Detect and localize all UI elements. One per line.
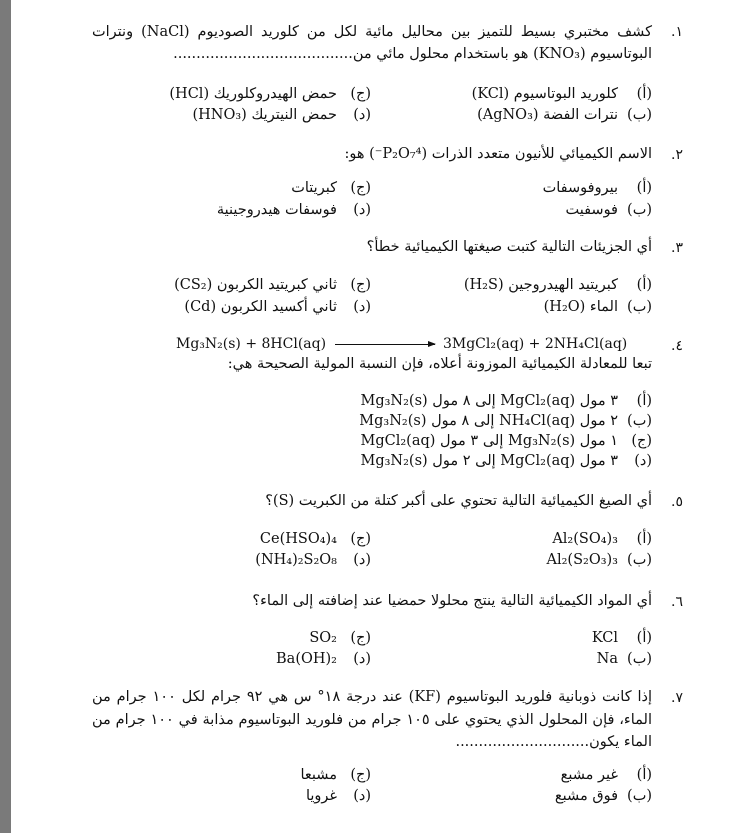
question-number: .٢ (671, 147, 683, 163)
option-d[interactable]: (د)غرويا (305, 788, 371, 804)
option-a[interactable]: (أ)KCl (591, 630, 652, 646)
option-a[interactable]: (أ)٣ مول MgCl₂(aq) إلى ٨ مول Mg₃N₂(s) (360, 393, 652, 409)
question-number: .٦ (671, 594, 683, 610)
option-d[interactable]: (د)(NH₄)₂S₂O₈ (255, 552, 371, 568)
question-stem: تبعا للمعادلة الكيميائية الموزونة أعلاه، فإن النسبة المولية الصحيحة هي: (227, 356, 652, 372)
option-c[interactable]: (ج)حمض الهيدروكلوريك (HCl) (169, 86, 371, 102)
question-number: .١ (671, 24, 683, 40)
question-stem: أي الجزيئات التالية كتبت صيغتها الكيميائية خطأ؟ (366, 239, 652, 255)
exam-page (11, 0, 749, 833)
option-d[interactable]: (د)فوسفات هيدروجينية (216, 202, 371, 218)
option-a[interactable]: (أ)كلوريد البوتاسيوم (KCl) (471, 86, 652, 102)
question-number: .٧ (671, 690, 683, 706)
option-b[interactable]: (ب)Al₂(S₂O₃)₃ (546, 552, 652, 568)
question-number: .٣ (671, 240, 683, 256)
question-stem: إذا كانت ذوبانية فلوريد البوتاسيوم (KF) عند درجة ١٨° س هي ٩٢ جرام لكل ١٠٠ جرام من الماء، فإن المحلول الذي يحتوي على ١٠٥ جرام من فلوريد البوتاسيوم مذابة في ١٠٠ جرام من الماء يكون............................. (92, 689, 653, 750)
option-b[interactable]: (ب)فوسفيت (565, 202, 652, 218)
option-d[interactable]: (د)ثاني أكسيد الكربون (Cd) (184, 299, 371, 315)
option-c[interactable]: (ج)Ce(HSO₄)₄ (259, 531, 371, 547)
question-stem: أي الصيغ الكيميائية التالية تحتوي على أكبر كتلة من الكبريت (S)؟ (265, 493, 652, 509)
option-c[interactable]: (ج)كبريتات (291, 180, 371, 196)
option-a[interactable]: (أ)بيروفوسفات (542, 180, 652, 196)
option-a[interactable]: (أ)غير مشبع (560, 767, 652, 783)
question-stem: كشف مختبري بسيط للتميز بين محاليل مائية لكل من كلوريد الصوديوم (NaCl) ونترات البوتاسيوم (KNO₃) هو باستخدام محلول مائي من....................................... (92, 24, 653, 62)
option-b[interactable]: (ب)نترات الفضة (AgNO₃) (477, 107, 652, 123)
left-margin-bar (0, 0, 11, 833)
chemical-equation (176, 336, 627, 352)
option-c[interactable]: (ج)ثاني كبريتيد الكربون (CS₂) (174, 277, 371, 293)
equation-products: 3MgCl₂(aq) + 2NH₄Cl(aq) (442, 336, 628, 352)
equation-reactants: Mg₃N₂(s) + 8HCl(aq) (176, 336, 327, 352)
option-c[interactable]: (ج)١ مول Mg₃N₂(s) إلى ٣ مول MgCl₂(aq) (360, 433, 652, 449)
option-a[interactable]: (أ)Al₂(SO₄)₃ (552, 531, 652, 547)
option-b[interactable]: (ب)فوق مشبع (554, 788, 652, 804)
option-b[interactable]: (ب)Na (596, 651, 652, 667)
option-a[interactable]: (أ)كبريتيد الهيدروجين (H₂S) (463, 277, 652, 293)
option-c[interactable]: (ج)SO₂ (309, 630, 371, 646)
option-b[interactable]: (ب)الماء (H₂O) (543, 299, 652, 315)
question-stem: أي المواد الكيميائية التالية ينتج محلولا حمضيا عند إضافته إلى الماء؟ (252, 593, 652, 609)
question-stem: الاسم الكيميائي للأنيون متعدد الذرات (P₂O₇⁴⁻) هو: (344, 146, 652, 162)
option-d[interactable]: (د)Ba(OH)₂ (276, 651, 371, 667)
question-number: .٥ (671, 494, 683, 510)
option-d[interactable]: (د)٣ مول MgCl₂(aq) إلى ٢ مول Mg₃N₂(s) (360, 453, 652, 469)
reaction-arrow-icon (335, 344, 435, 345)
option-b[interactable]: (ب)٢ مول NH₄Cl(aq) إلى ٨ مول Mg₃N₂(s) (359, 413, 652, 429)
question-number: .٤ (671, 338, 683, 354)
option-d[interactable]: (د)حمض النيتريك (HNO₃) (192, 107, 371, 123)
option-c[interactable]: (ج)مشبعا (300, 767, 371, 783)
